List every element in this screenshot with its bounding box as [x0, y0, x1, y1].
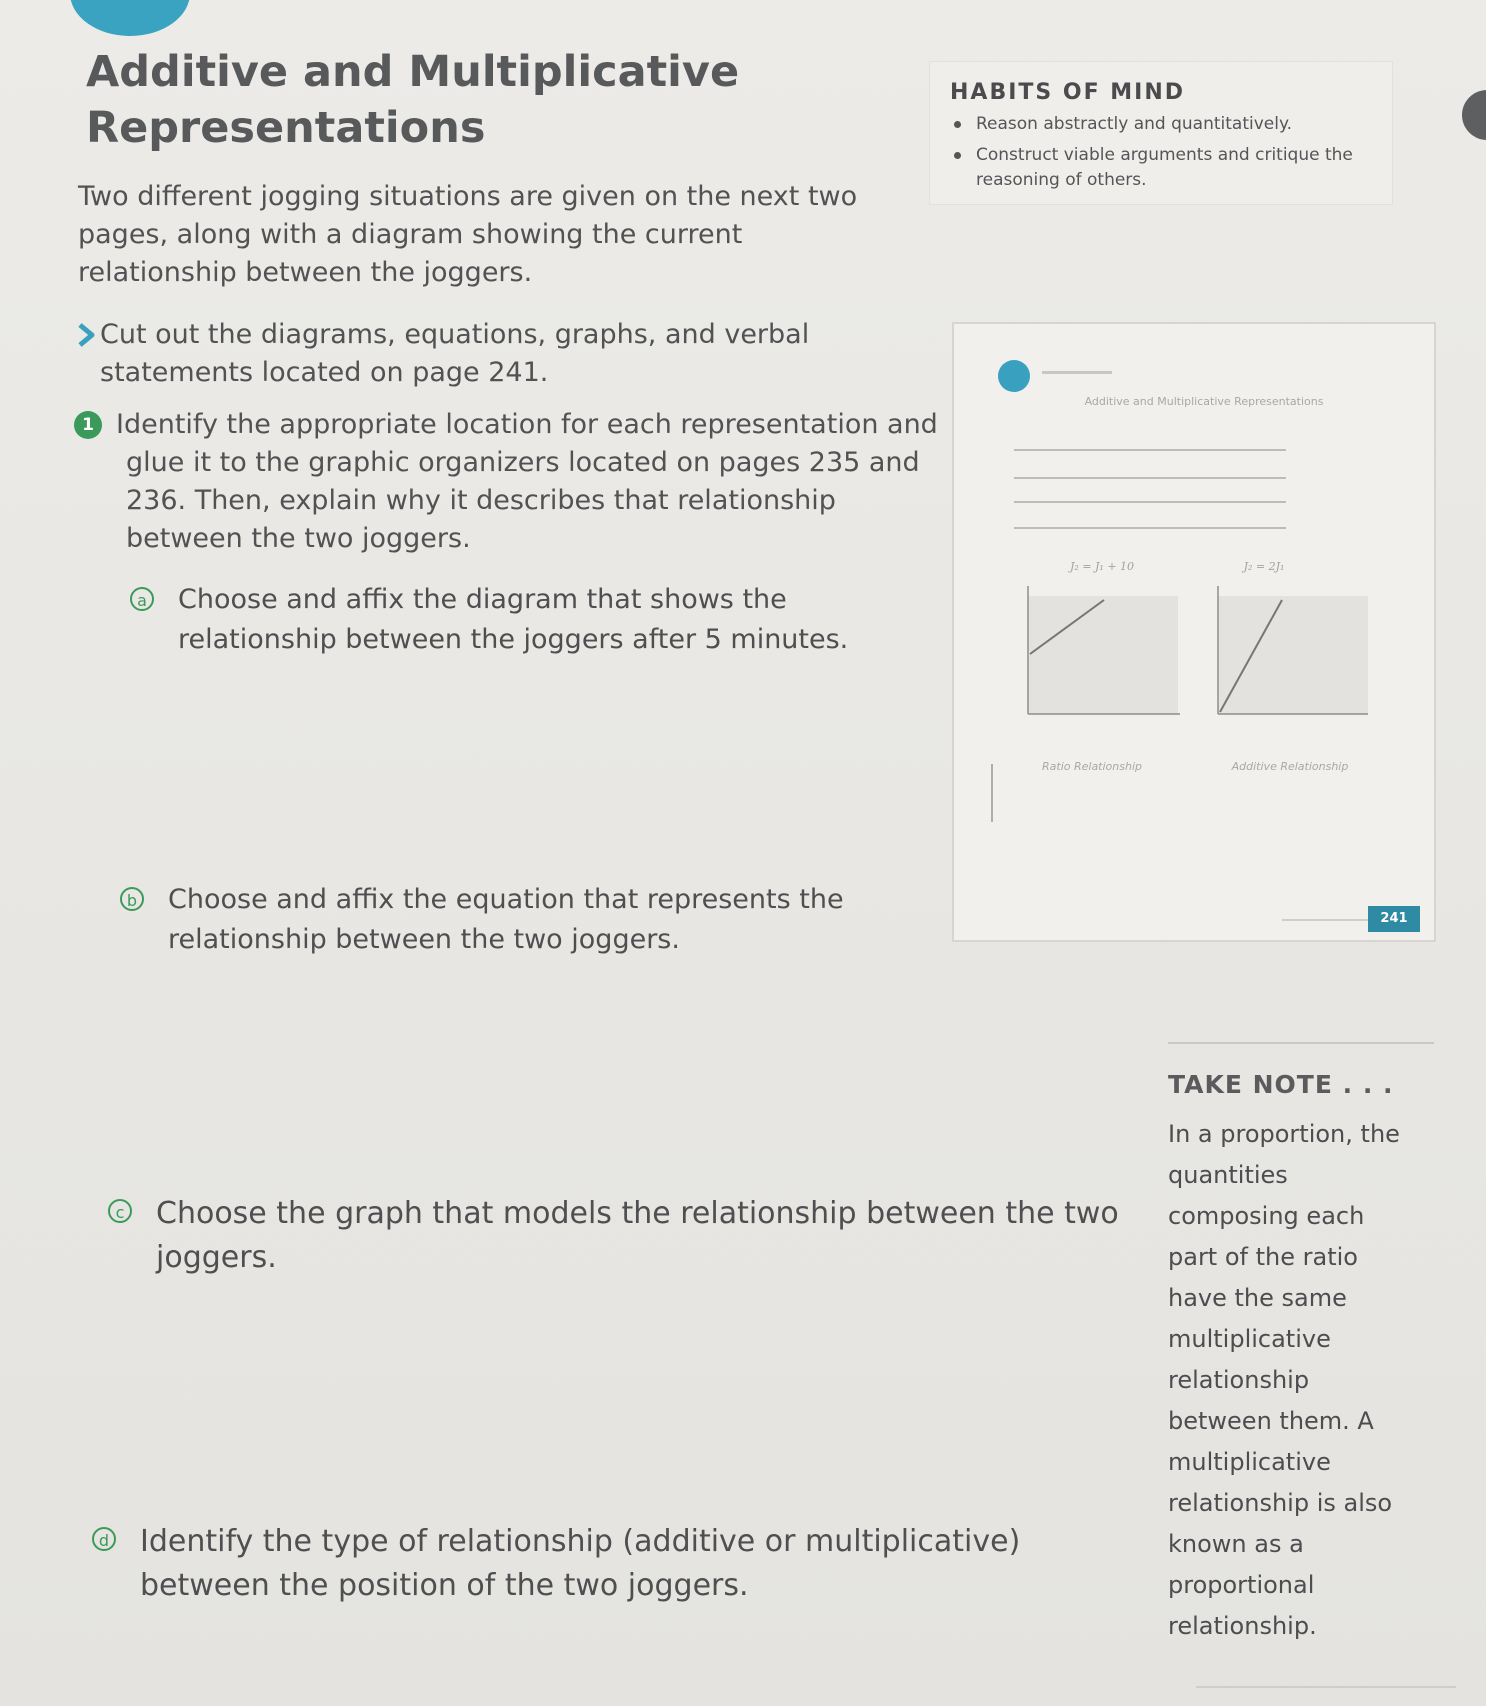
thumbnail-page-number: 241 [1368, 906, 1420, 932]
number-badge-icon: 1 [74, 411, 102, 439]
habits-list [950, 112, 1380, 199]
edge-marker [1462, 90, 1486, 140]
take-note-rule [1168, 1042, 1434, 1044]
step-1c-text: Choose the graph that models the relationship between the two joggers. [156, 1196, 1119, 1275]
habits-of-mind-box [930, 62, 1392, 204]
page-title-line1: Additive and Multiplicative [86, 47, 740, 97]
chevron-right-icon [74, 322, 100, 348]
habit-item: Reason abstractly and quantitatively. [950, 112, 1380, 137]
step-1d-text: Identify the type of relationship (additive or multiplicative) between the position of the two joggers. [140, 1524, 1021, 1603]
thumbnail-graph-left [1028, 586, 1180, 714]
thumbnail-label-left: Ratio Relationship [1042, 760, 1142, 773]
corner-badge [70, 0, 190, 36]
step-1 [74, 406, 944, 558]
thumbnail-badge-icon [998, 360, 1030, 392]
page-241-thumbnail [952, 322, 1436, 942]
step-1d [92, 1520, 1092, 1608]
thumbnail-illustration [954, 324, 1434, 940]
page-title-line2: Representations [86, 103, 486, 153]
step-1-text: Identify the appropriate location for each representation and glue it to the graphic organizers located on pages 235 and 236. Then, explain why it describes that relationship between the two joggers. [116, 409, 938, 554]
step-1c [108, 1192, 1128, 1280]
thumbnail-label-right: Additive Relationship [1231, 760, 1349, 773]
thumbnail-heading: Additive and Multiplicative Representations [1084, 395, 1324, 408]
thumbnail-equation-right: J₂ = 2J₁ [1243, 560, 1285, 573]
take-note-title: TAKE NOTE . . . [1168, 1070, 1394, 1099]
cut-out-text: Cut out the diagrams, equations, graphs, and verbal statements located on page 241. [100, 319, 810, 388]
bullet-icon [954, 152, 961, 159]
bullet-icon [954, 121, 961, 128]
page-title [86, 44, 906, 156]
habit-item: Construct viable arguments and critique the reasoning of others. [950, 143, 1380, 193]
intro-paragraph: Two different jogging situations are given on the next two pages, along with a diagram showing the current relationship between the joggers. [78, 181, 858, 288]
step-1a [130, 580, 950, 660]
take-note-text: In a proportion, the quantities composing each part of the ratio have the same multiplicative relationship between them. A multiplicative relationship is also known as a proportional relationship. [1168, 1120, 1400, 1640]
letter-circle-icon: c [108, 1199, 132, 1223]
letter-circle-icon: a [130, 587, 154, 611]
step-1a-text: Choose and affix the diagram that shows the relationship between the joggers after 5 minutes. [178, 584, 849, 655]
cut-out-step [74, 316, 894, 392]
step-1b [120, 880, 940, 960]
thumbnail-equation-left: J₂ = J₁ + 10 [1069, 560, 1135, 573]
take-note-bottom-rule [1196, 1686, 1456, 1688]
habits-title: HABITS OF MIND [950, 80, 1186, 105]
thumbnail-graph-right [1218, 586, 1368, 714]
step-1b-text: Choose and affix the equation that represents the relationship between the two joggers. [168, 884, 844, 955]
letter-circle-icon: d [92, 1527, 116, 1551]
letter-circle-icon: b [120, 887, 144, 911]
